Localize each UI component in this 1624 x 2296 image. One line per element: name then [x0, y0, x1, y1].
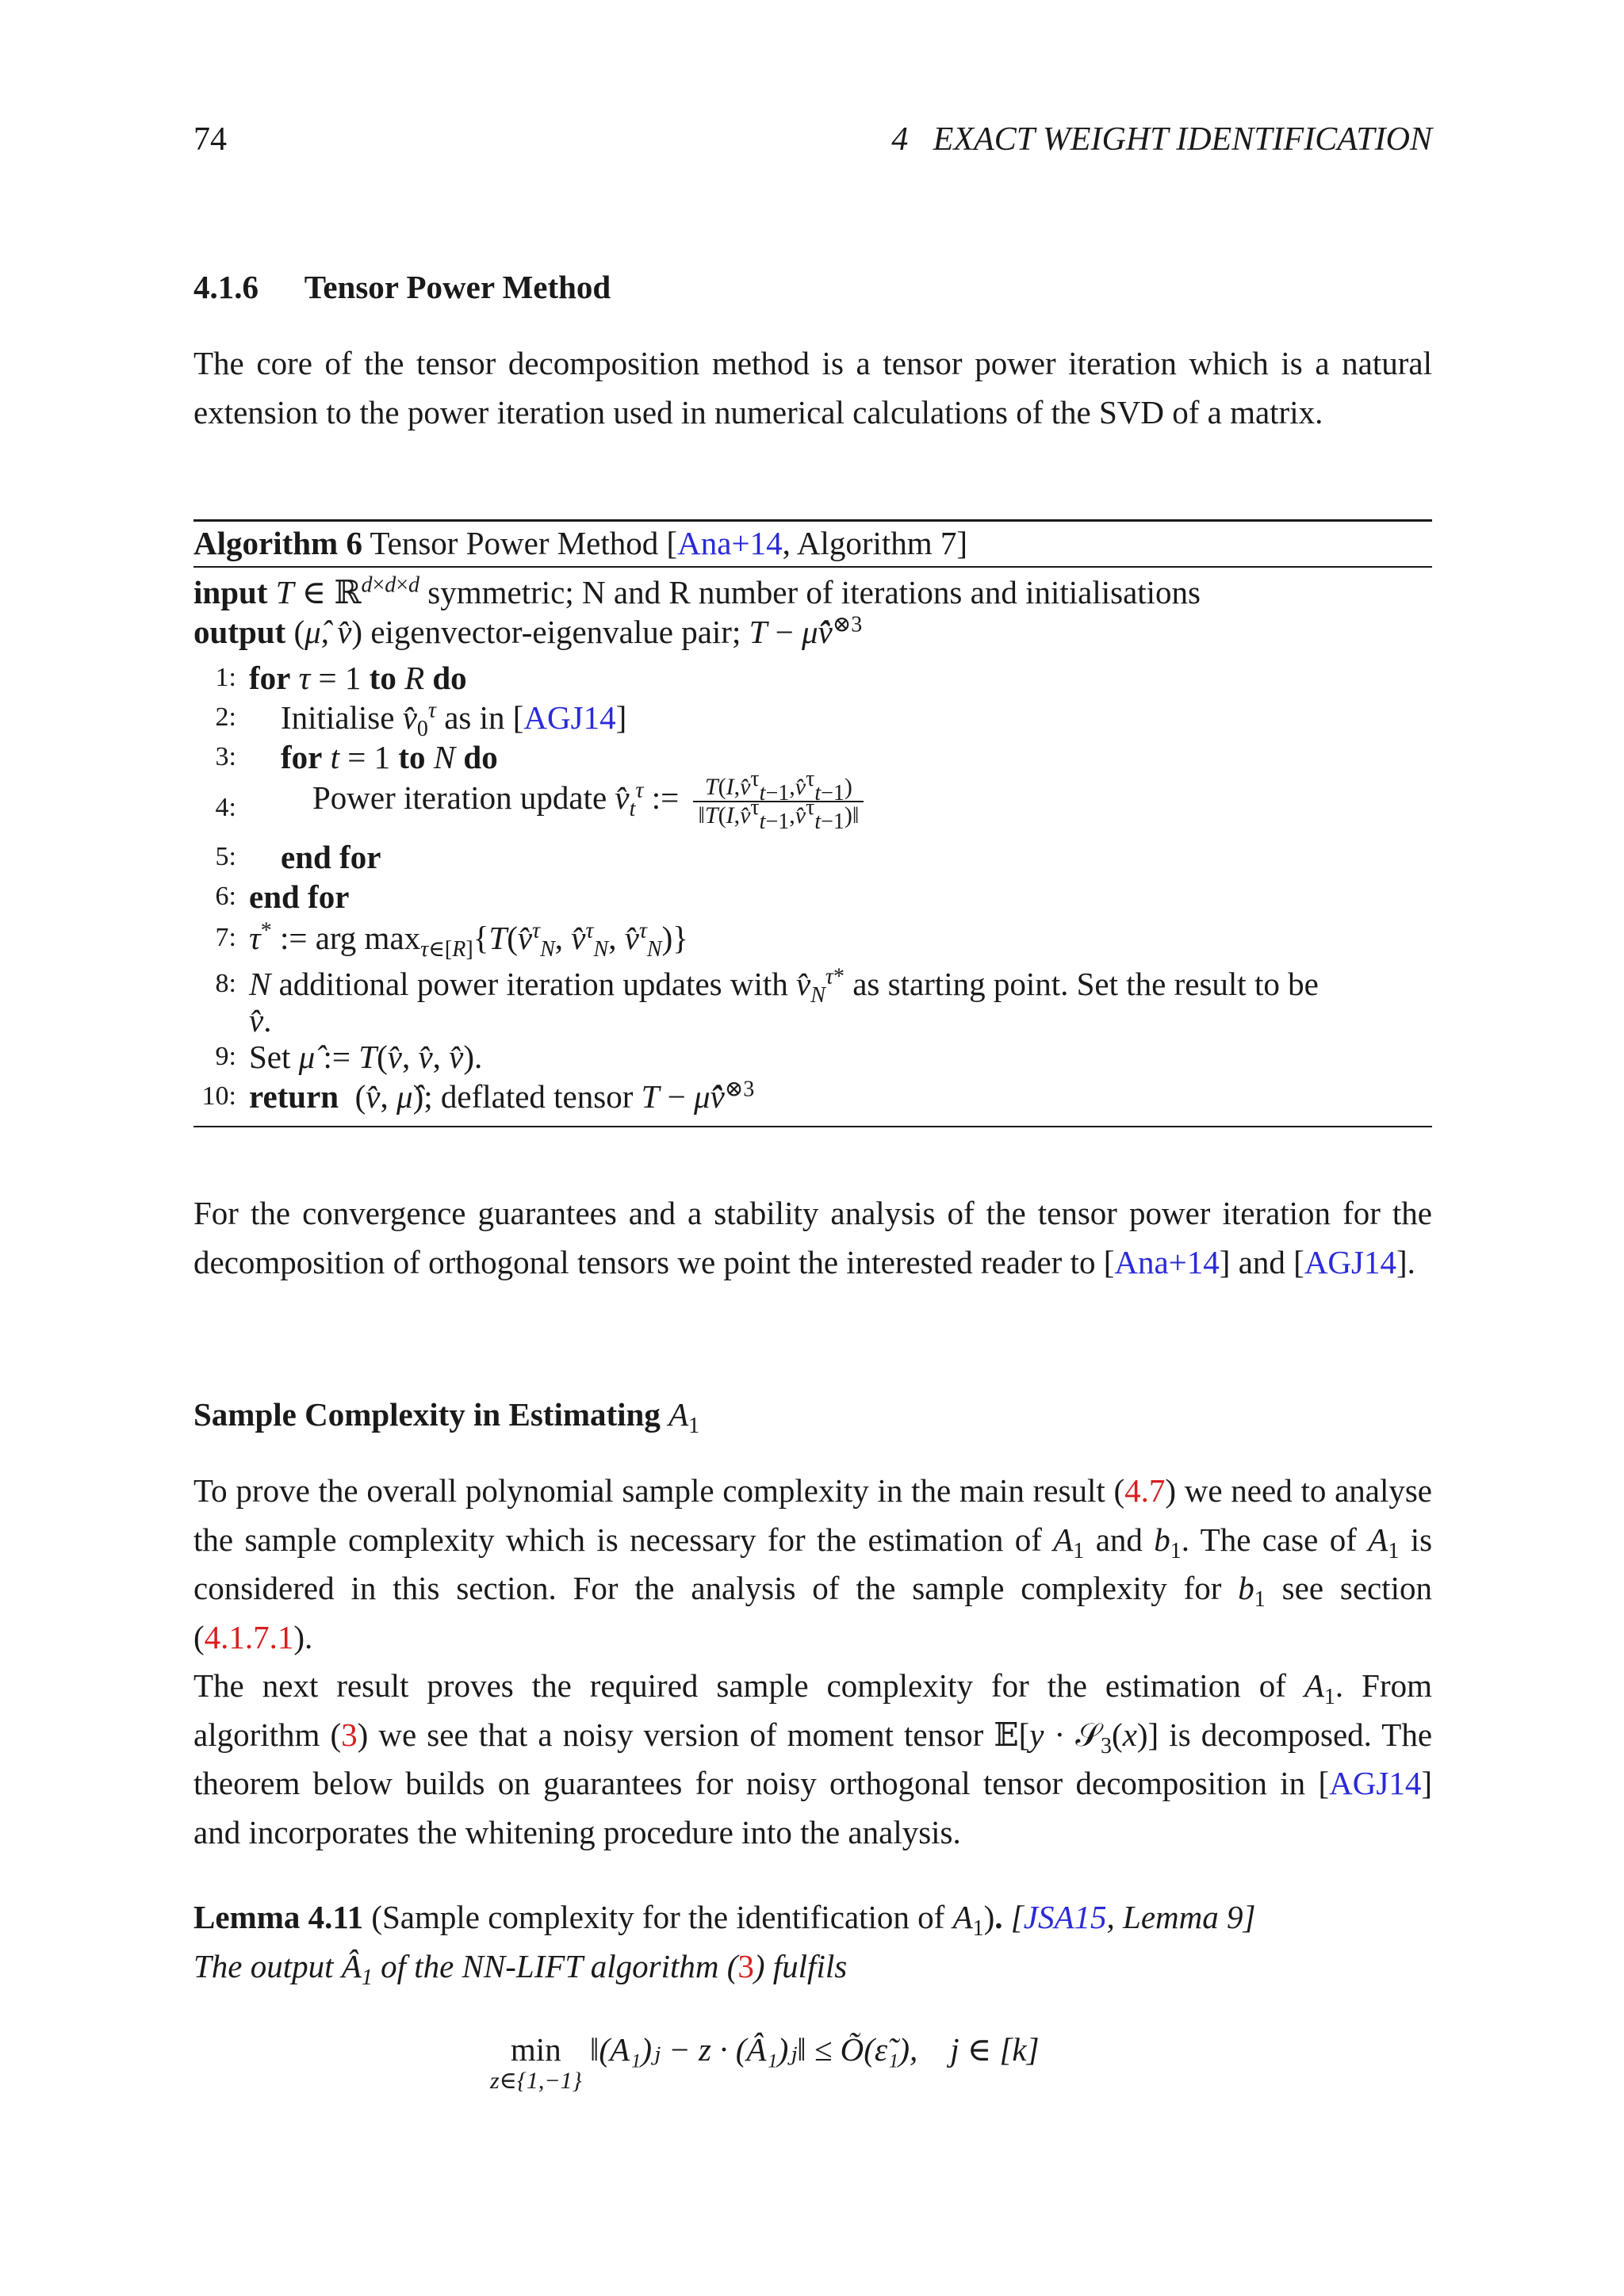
input-text: symmetric; N and R number of iterations and initialisations — [427, 574, 1201, 610]
output-keyword: output — [193, 614, 286, 650]
algorithm-citation-link[interactable]: Ana+14 — [677, 525, 783, 561]
algorithm-line-9: Set μ̂ := T(v̂, v̂, v̂). — [249, 1039, 483, 1075]
section-title: Tensor Power Method — [304, 269, 611, 305]
line-number: 1: — [215, 663, 236, 692]
page-number: 74 — [193, 121, 227, 158]
algorithm-line-2: Initialise $v̂_0^\tau$ as in [AGJ14] — [281, 698, 627, 742]
section-number: 4.1.6 — [193, 269, 259, 305]
line4-text: Power iteration update — [312, 779, 607, 816]
line-number: 4: — [215, 793, 236, 822]
lemma-label: Lemma 4.11 — [193, 1899, 364, 1935]
agj14-link[interactable]: AGJ14 — [523, 699, 616, 736]
algorithm-line-1: for τ = 1 to R do — [249, 660, 467, 696]
algorithm-bottom-rule — [193, 1126, 1432, 1127]
algorithm-output: output (μ̂, v̂) eigenvector-eigenvalue pair; T − μ̂v̂$^{\otimes 3}$ — [193, 612, 863, 650]
algorithm-line-4: Power iteration update $v̂_t^\tau$ := $\frac{T(I,v̂^\tau_{t-1},v̂^\tau_{t-1})}{‖T(I,v̂^\tau_{t-1},v̂^\tau_{t-1})‖}$ — [312, 769, 1423, 829]
algorithm-label: Algorithm 6 — [193, 525, 362, 561]
algorithm-input: input T ∈ ℝ$^{d\times d\times d}$ symmetric; N and R number of iterations and initialisations — [193, 572, 1201, 610]
subsection-heading: Sample Complexity in Estimating $A_1$ — [193, 1396, 700, 1439]
agj14-link[interactable]: AGJ14 — [1329, 1765, 1422, 1801]
line-number: 2: — [215, 702, 236, 732]
intro-paragraph: The core of the tensor decomposition method is a tensor power iteration which is a natural extension to the power iteration used in numerical calculations of the SVD of a matrix. — [193, 345, 1432, 430]
line-number: 10: — [201, 1081, 236, 1111]
lemma-header: Lemma 4.11 (Sample complexity for the identification of $A_1$). [JSA15, Lemma 9] — [193, 1899, 1256, 1942]
equation-min-subscript: z∈{1,−1} — [490, 2068, 582, 2094]
algorithm-ref-3[interactable]: 3 — [341, 1716, 358, 1753]
convergence-paragraph: For the convergence guarantees and a stability analysis of the tensor power iteration for the decomposition of orthogonal tensors we point the interested reader to [Ana+14] and [AGJ14]. — [193, 1195, 1432, 1280]
output-text: eigenvector-eigenvalue pair; — [370, 614, 741, 650]
algorithm-mid-rule — [193, 566, 1432, 568]
lemma-statement: The output $Â_1$ of the NN-LIFT algorithm (3) fulfils — [193, 1948, 848, 1991]
line-number: 9: — [215, 1042, 236, 1071]
agj14-link[interactable]: AGJ14 — [1304, 1243, 1396, 1280]
lemma-description: (Sample complexity for the identification of — [371, 1899, 945, 1935]
section-heading — [193, 268, 611, 306]
subsection-title: Sample Complexity in Estimating — [193, 1396, 661, 1433]
next-result-paragraph: The next result proves the required sample complexity for the estimation of $A_1$. From algorithm (3) we see that a noisy version of moment tensor 𝔼[y · 𝒮$_3$(x)] is decomposed. The theorem below builds on guarantees for noisy orthogonal tensor decomposition in [AGJ14] and incorporates the whitening procedure into the analysis. — [193, 1667, 1433, 1850]
algorithm-line-8: N additional power iteration updates with $v̂_N^{\tau*}$ as starting point. Set the result to be — [249, 964, 1319, 1008]
algorithm-title: Tensor Power Method — [370, 525, 659, 561]
algorithm-line-7: τ* := arg $\max_{\tau\in[R]}\{T(v̂^\tau_N$, v̂$^\tau_N$, v̂$^\tau_N$)} — [249, 918, 688, 962]
algorithm-line-3: for t = 1 to N do — [281, 739, 498, 775]
line-number: 3: — [215, 742, 236, 771]
line-number: 7: — [215, 923, 236, 952]
running-header: 4 EXACT WEIGHT IDENTIFICATION — [891, 121, 1432, 158]
eq-ref-4-7[interactable]: 4.7 — [1124, 1472, 1166, 1509]
line8-rest: as starting point. Set the result to be — [852, 966, 1319, 1002]
algorithm-line-5: end for — [281, 839, 381, 875]
sample-complexity-paragraph: To prove the overall polynomial sample complexity in the main result (4.7) we need to analyse the sample complexity which is necessary for the estimation of $A_1$ and $b_1$. The case of $A_1$ is considered in this section. For the analysis of the sample complexity for $b_1$ see section (4.1.7.1). — [193, 1472, 1433, 1655]
lemma-equation — [490, 2030, 1040, 2093]
line8-text: additional power iteration updates with — [278, 966, 788, 1002]
power-iteration-fraction: $\frac{T(I,v̂^\tau_{t-1},v̂^\tau_{t-1})}{‖T(I,v̂^\tau_{t-1},v̂^\tau_{t-1})‖}$ — [693, 774, 864, 829]
equation-min: min — [510, 2031, 561, 2068]
algorithm-ref-3[interactable]: 3 — [737, 1948, 754, 1984]
line-number: 6: — [215, 882, 236, 911]
line-number: 5: — [215, 842, 236, 871]
section-ref-4-1-7-1[interactable]: 4.1.7.1 — [204, 1618, 294, 1655]
input-keyword: input — [193, 574, 268, 610]
algorithm-caption: Algorithm 6 Tensor Power Method [Ana+14, Algorithm 7] — [193, 525, 968, 561]
line-number: 8: — [215, 969, 236, 998]
algorithm-line-8-cont: v̂. — [249, 1002, 272, 1039]
algorithm-line-6: end for — [249, 878, 350, 915]
algorithm-line-10: return (v̂, μ̂); deflated tensor T − μ̂v̂$^{\otimes 3}$ — [249, 1077, 755, 1115]
line10-text: ; deflated tensor — [423, 1078, 634, 1115]
ana14-link[interactable]: Ana+14 — [1114, 1243, 1220, 1280]
jsa15-link[interactable]: JSA15 — [1023, 1899, 1107, 1935]
equation-body: ‖(A₁)ⱼ − z · (Â₁)ⱼ‖ ≤ Õ(ε̃₁), j ∈ [k] — [589, 2031, 1040, 2068]
algorithm-citation-rest: , Algorithm 7] — [782, 525, 968, 561]
